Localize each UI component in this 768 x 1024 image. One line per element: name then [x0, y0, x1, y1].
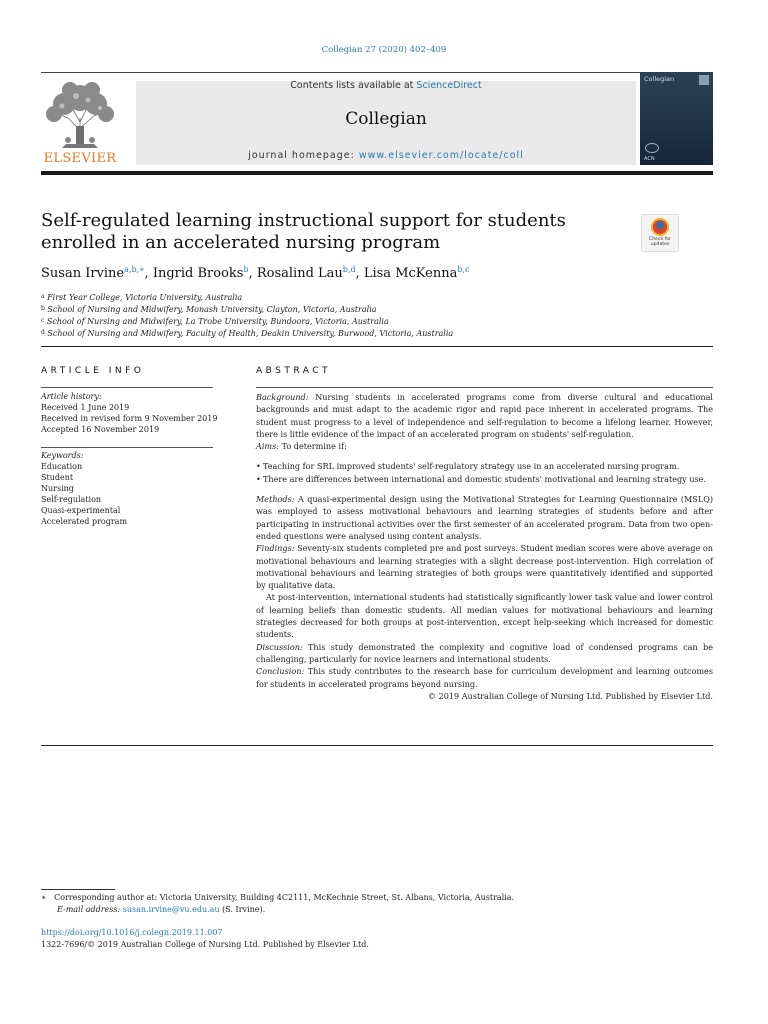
contents-prefix: Contents lists available at [290, 80, 417, 91]
email-note [41, 904, 713, 916]
findings-text: Seventy-six students completed pre and post surveys. Student median scores were above average on motivational behaviours and learning strategies with a slight decrease post-intervention. High correlation of motivational behaviours and learning strategies of both groups were quantitatively identified and supported by qualitative data. [256, 543, 713, 591]
list-item [256, 460, 713, 472]
abstract-findings-continued: At post-intervention, international students had statistically significantly lower task value and lower control of learning beliefs than domestic students. All median values for motivational behaviours and learning strategies decreased for both groups at post-intervention, except help-seeking which increased for domestic students. [256, 592, 713, 640]
abstract-body [256, 391, 713, 702]
check-for-updates-button[interactable] [641, 214, 679, 252]
author-name[interactable]: Lisa McKenna [363, 266, 458, 281]
check-updates-bookmark-icon [656, 221, 664, 229]
affiliation-mark: c [41, 317, 45, 324]
article-info-heading: ARTICLE INFO [41, 366, 145, 376]
keyword-item: Accelerated program [41, 517, 128, 526]
affiliation-item [41, 327, 713, 339]
author-separator: , [144, 266, 153, 281]
corresponding-mark: ∗ [41, 893, 47, 902]
footnotes [41, 892, 713, 915]
methods-text: A quasi-experimental design using the Motivational Strategies for Learning Questionnaire (MSLQ) was employed to assess motivational behaviours and learning strategies of students before and after participating in instructional activities over the first semester of an accelerated program. Data from two open-ended questions were analysed using content analysis. [256, 494, 713, 541]
affiliation-text: First Year College, Victoria University, Australia [47, 293, 243, 302]
journal-homepage-link[interactable]: www.elsevier.com/locate/coll [358, 150, 524, 161]
aims-label: Aims: [256, 441, 279, 452]
footnote-divider [41, 889, 115, 890]
abstract-aims [256, 440, 713, 452]
doi-block [41, 927, 713, 950]
conclusion-text: This study contributes to the research base for curriculum development and learning outcomes for students in accelerated programs beyond nursing. [256, 666, 713, 689]
abstract-heading: ABSTRACT [256, 366, 332, 376]
cover-logo-icon [645, 143, 659, 153]
discussion-text: This study demonstrated the complexity and cognitive load of condensed programs can be challenging, particularly for novice learners and international students. [256, 641, 713, 664]
conclusion-label: Conclusion: [256, 666, 305, 677]
keywords [41, 450, 221, 527]
bullet-icon: • [256, 461, 261, 472]
keyword-item: Quasi-experimental [41, 506, 121, 515]
history-item: Accepted 16 November 2019 [41, 425, 160, 434]
keywords-divider [41, 447, 213, 448]
journal-citation[interactable]: Collegian 27 (2020) 402–409 [321, 45, 447, 55]
contents-available-line [136, 80, 636, 91]
affiliation-mark: b [41, 305, 45, 312]
author-name[interactable]: Ingrid Brooks [152, 266, 244, 281]
sciencedirect-link[interactable]: ScienceDirect [416, 80, 482, 91]
history-item: Received 1 June 2019 [41, 403, 130, 412]
affiliation-mark: d [41, 329, 45, 336]
history-item: Received in revised form 9 November 2019 [41, 414, 218, 423]
affiliations [41, 291, 713, 339]
abstract-findings [256, 542, 713, 591]
section-divider [41, 745, 713, 746]
author-separator: , [248, 266, 257, 281]
affiliation-mark: a [41, 293, 45, 300]
keyword-item: Student [41, 473, 74, 482]
author-name[interactable]: Susan Irvine [41, 266, 125, 281]
author-name[interactable]: Rosalind Lau [256, 266, 343, 281]
keywords-label: Keywords: [41, 451, 84, 460]
corresponding-author-note [41, 892, 713, 904]
cover-title: Collegian [644, 75, 675, 83]
abstract-divider [256, 387, 713, 388]
history-label: Article history: [41, 392, 102, 401]
journal-homepage-line [136, 150, 636, 161]
abstract-background [256, 391, 713, 440]
list-item [256, 473, 713, 485]
methods-label: Methods: [256, 494, 295, 505]
journal-name: Collegian [345, 109, 427, 129]
author-affiliation-marks[interactable]: b,d [342, 265, 356, 274]
email-link[interactable]: susan.irvine@vu.edu.au [122, 904, 220, 914]
discussion-label: Discussion: [256, 641, 303, 652]
abstract-conclusion [256, 665, 713, 690]
list-item-text: Teaching for SRL improved students' self-regulatory strategy use in an accelerated nursing program. [263, 461, 680, 472]
findings-label: Findings: [256, 543, 295, 554]
issn-line: 1322-7696/© 2019 Australian College of Nursing Ltd. Published by Elsevier Ltd. [41, 939, 369, 949]
affiliation-item [41, 291, 713, 303]
affiliation-item [41, 315, 713, 327]
author-list [41, 265, 713, 281]
corresponding-text: Corresponding author at: Victoria University, Building 4C2111, McKechnie Street, St. Albans, Victoria, Australia. [54, 893, 515, 902]
author-affiliation-marks[interactable]: b,c [457, 265, 470, 274]
cover-footer: ACN [644, 156, 655, 162]
article-history [41, 391, 221, 435]
bullet-icon: • [256, 473, 261, 484]
affiliation-item [41, 303, 713, 315]
article-info-divider [41, 387, 213, 388]
keyword-item: Nursing [41, 484, 74, 493]
list-item-text: There are differences between international and domestic students' motivational and learning strategy use. [263, 473, 707, 484]
article-title: Self-regulated learning instructional support for students enrolled in an accelerated nursing program [41, 210, 566, 253]
abstract-discussion [256, 641, 713, 666]
author-affiliation-marks[interactable]: a,b,∗ [124, 265, 145, 274]
author-affiliation-marks[interactable]: b [243, 265, 249, 274]
homepage-prefix: journal homepage: [248, 150, 359, 161]
section-divider [41, 346, 713, 347]
keyword-item: Self-regulation [41, 495, 102, 504]
aims-text: To determine if: [279, 441, 347, 452]
elsevier-wordmark[interactable]: ELSEVIER [43, 151, 117, 166]
background-text: Nursing students in accelerated programs come from diverse cultural and educational backgrounds and must adapt to the academic rigor and rapid pace inherent in accelerated programs. The student must progress to a level of independence and self-regulation to become a lifelong learner. However, there is little evidence of the impact of an accelerated program on students' self-regulation. [256, 392, 713, 439]
abstract-methods [256, 493, 713, 542]
keyword-item: Education [41, 462, 83, 471]
affiliation-text: School of Nursing and Midwifery, Monash University, Clayton, Victoria, Australia [47, 305, 377, 314]
affiliation-text: School of Nursing and Midwifery, La Trobe University, Bundoora, Victoria, Australia [46, 317, 389, 326]
doi-link[interactable]: https://doi.org/10.1016/j.colegn.2019.11.007 [41, 928, 223, 937]
email-label: E-mail address: [57, 904, 121, 914]
header-thick-rule [41, 171, 713, 175]
cover-badge-icon [699, 75, 709, 85]
affiliation-text: School of Nursing and Midwifery, Faculty of Health, Deakin University, Burwood, Victoria, Australia [47, 329, 454, 338]
aims-list [256, 460, 713, 485]
email-suffix: (S. Irvine). [219, 904, 266, 914]
header-top-rule [41, 72, 713, 73]
abstract-copyright: © 2019 Australian College of Nursing Ltd. Published by Elsevier Ltd. [427, 690, 713, 701]
journal-cover-thumbnail[interactable] [640, 72, 713, 165]
background-label: Background: [256, 392, 309, 402]
check-updates-label: Check for updates [649, 237, 671, 247]
author-separator: , [355, 266, 364, 281]
